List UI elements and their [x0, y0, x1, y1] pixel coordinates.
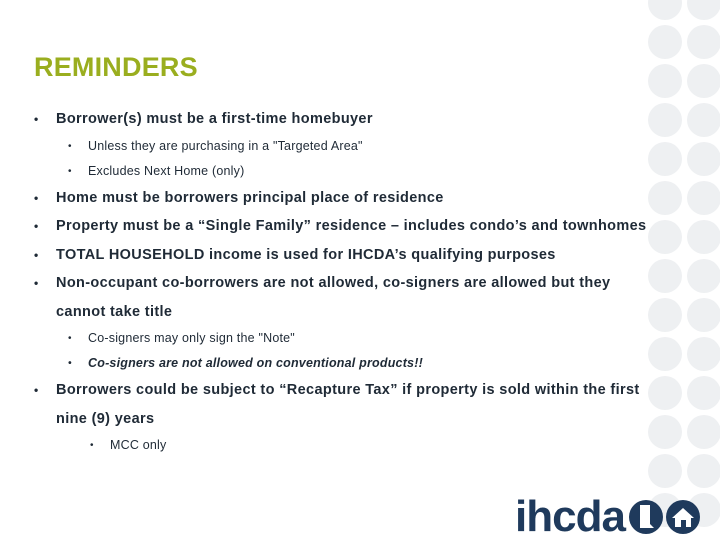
bullet-list: [34, 105, 694, 458]
sub-bullet-text: Co-signers may only sign the "Note": [88, 331, 295, 345]
bullet-item: [34, 269, 694, 326]
bullet-glyph: •: [34, 112, 39, 126]
bullet-item: [34, 105, 694, 134]
bullet-item: [34, 184, 694, 213]
bullet-glyph: •: [34, 247, 39, 262]
sub-bullet-item: [34, 134, 694, 159]
bullet-text: TOTAL HOUSEHOLD income is used for IHCDA’s qualifying purposes: [56, 246, 556, 263]
decorative-dot: [687, 64, 720, 98]
bullet-text: Home must be borrowers principal place of residence: [56, 189, 444, 206]
logo-text: ihcda: [515, 492, 625, 541]
sub-bullet-text: MCC only: [110, 438, 167, 452]
bullet-glyph: •: [68, 165, 72, 177]
bullet-item: [34, 241, 694, 270]
decorative-dot: [687, 454, 720, 488]
sub-bullet-item: [34, 351, 694, 376]
bullet-text-line-1: Borrowers could be subject to “Recapture Tax” if property is sold within the first: [56, 382, 640, 398]
bullet-glyph: •: [68, 358, 72, 369]
decorative-dot: [648, 454, 682, 488]
sub-bullet-item: [34, 326, 694, 351]
sub-bullet-text: Unless they are purchasing in a "Targeted Area": [88, 138, 363, 153]
bullet-glyph: •: [34, 219, 39, 233]
decorative-dot: [648, 0, 682, 20]
bullet-glyph: •: [34, 383, 39, 397]
decorative-dot: [687, 0, 720, 20]
bullet-glyph: •: [90, 440, 94, 451]
slide-title: REMINDERS: [34, 52, 198, 82]
bullet-text: Borrower(s) must be a first-time homebuyer: [56, 111, 373, 127]
bullet-text-line-2: nine (9) years: [56, 410, 155, 427]
sub-bullet-text: Co-signers are not allowed on conventional products!!: [88, 356, 423, 370]
bullet-text-line-1: Non-occupant co-borrowers are not allowed, co-signers are allowed but they: [56, 275, 611, 291]
bullet-item: [34, 212, 694, 241]
bullet-item: [34, 376, 694, 433]
bullet-glyph: •: [68, 333, 72, 344]
sub-bullet-text: Excludes Next Home (only): [88, 163, 245, 178]
decorative-dot: [648, 64, 682, 98]
decorative-dot: [648, 25, 682, 59]
decorative-dot: [687, 25, 720, 59]
bullet-text: Property must be a “Single Family” residence – includes condo’s and townhomes: [56, 218, 647, 234]
sub-bullet-item: [34, 159, 694, 184]
ihcda-logo: [515, 492, 702, 542]
sub-bullet-item: [34, 433, 694, 458]
indiana-house-icon: [628, 495, 702, 539]
bullet-glyph: •: [34, 276, 39, 290]
bullet-text-line-2: cannot take title: [56, 303, 173, 320]
bullet-glyph: •: [34, 190, 39, 205]
bullet-glyph: •: [68, 140, 72, 152]
